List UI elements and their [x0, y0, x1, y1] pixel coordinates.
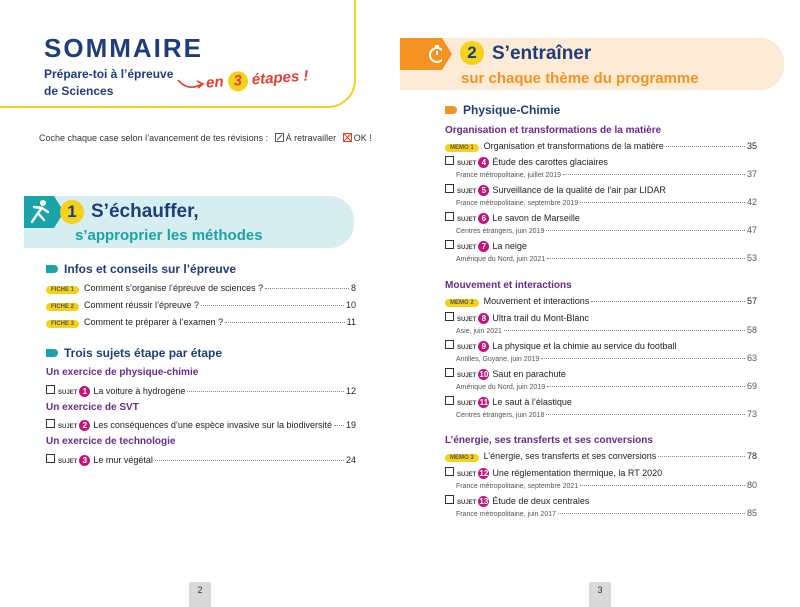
toc-row[interactable]: SUJET 3 Le mur végétal 24: [46, 454, 356, 466]
toc-source: France métropolitaine, septembre 2019 42: [456, 197, 757, 207]
toc-row[interactable]: SUJET 9 La physique et la chimie au service du football: [445, 340, 757, 352]
toc-source: France métropolitaine, septembre 2021 80: [456, 480, 757, 490]
toc-row[interactable]: MEMO 1 Organisation et transformations de la matière 35: [445, 141, 757, 152]
toc-source: France métropolitaine, juin 2017 85: [456, 508, 757, 518]
subject-heading: Physique-Chimie: [445, 103, 560, 117]
revision-checkbox[interactable]: [445, 156, 454, 165]
revision-checkbox[interactable]: [46, 419, 55, 428]
part-1-subtitle: s’approprier les méthodes: [75, 227, 263, 244]
toc-row[interactable]: SUJET 4 Étude des carottes glaciaires: [445, 156, 757, 168]
theme-title: Mouvement et interactions: [445, 280, 572, 291]
toc-source: Antilles, Guyane, juin 2019 63: [456, 353, 757, 363]
curved-arrow-icon: [176, 76, 206, 92]
page-number-right: 3: [589, 582, 611, 607]
toc-row[interactable]: FICHE 1 Comment s’organise l’épreuve de sciences ? 8: [46, 283, 356, 294]
toc-row[interactable]: SUJET 1 La voiture à hydrogène 12: [46, 385, 356, 397]
etapes-label: en 3 étapes !: [205, 67, 309, 92]
revision-checkbox[interactable]: [445, 212, 454, 221]
page-subtitle: Prépare-toi à l’épreuve de Sciences: [44, 67, 174, 98]
section-heading-infos: Infos et conseils sur l’épreuve: [46, 262, 236, 276]
revision-checkbox[interactable]: [46, 385, 55, 394]
toc-row[interactable]: SUJET 5 Surveillance de la qualité de l’air par LIDAR: [445, 184, 757, 196]
section-heading-sujets: Trois sujets étape par étape: [46, 346, 222, 360]
group-title: Un exercice de physique-chimie: [46, 367, 199, 378]
toc-source: Centres étrangers, juin 2019 47: [456, 225, 757, 235]
toc-source: Amérique du Nord, juin 2019 69: [456, 381, 757, 391]
cross-checkbox-icon: [343, 133, 352, 142]
part-1-title: S’échauffer,: [91, 201, 199, 222]
athlete-icon: [24, 196, 54, 228]
revision-checkbox[interactable]: [445, 312, 454, 321]
revision-legend: Coche chaque case selon l’avancement de tes révisions : À retravailler OK !: [39, 133, 372, 143]
stopwatch-icon: [400, 38, 442, 70]
revision-checkbox[interactable]: [445, 396, 454, 405]
toc-source: Asie, juin 2021 58: [456, 325, 757, 335]
toc-row[interactable]: SUJET 12 Une réglementation thermique, la RT 2020: [445, 467, 757, 479]
part-2-subtitle: sur chaque thème du programme: [461, 70, 699, 87]
page-number-left: 2: [189, 582, 211, 607]
revision-checkbox[interactable]: [445, 495, 454, 504]
toc-source: Centres étrangers, juin 2018 73: [456, 409, 757, 419]
toc-source: Amérique du Nord, juin 2021 53: [456, 253, 757, 263]
revision-checkbox[interactable]: [445, 240, 454, 249]
toc-row[interactable]: SUJET 10 Saut en parachute: [445, 368, 757, 380]
part-1-number: 1: [60, 200, 84, 224]
checkbox-icon: [275, 133, 284, 142]
revision-checkbox[interactable]: [46, 454, 55, 463]
group-title: Un exercice de technologie: [46, 436, 176, 447]
toc-row[interactable]: SUJET 2 Les conséquences d’une espèce invasive sur la biodiversité 19: [46, 419, 356, 431]
toc-row[interactable]: SUJET 7 La neige: [445, 240, 757, 252]
toc-row[interactable]: SUJET 11 Le saut à l’élastique: [445, 396, 757, 408]
toc-row[interactable]: MEMO 2 Mouvement et interactions 57: [445, 296, 757, 307]
toc-row[interactable]: FICHE 3 Comment te préparer à l’examen ? 11: [46, 317, 356, 328]
part-2-number: 2: [460, 41, 484, 65]
theme-title: L’énergie, ses transferts et ses conversions: [445, 435, 653, 446]
revision-checkbox[interactable]: [445, 184, 454, 193]
toc-source: France métropolitaine, juillet 2019 37: [456, 169, 757, 179]
revision-checkbox[interactable]: [445, 340, 454, 349]
page-title: SOMMAIRE: [44, 33, 203, 63]
toc-row[interactable]: MEMO 3 L’énergie, ses transferts et ses conversions 78: [445, 451, 757, 462]
revision-checkbox[interactable]: [445, 467, 454, 476]
theme-title: Organisation et transformations de la matière: [445, 125, 662, 136]
toc-row[interactable]: SUJET 13 Étude de deux centrales: [445, 495, 757, 507]
toc-row[interactable]: FICHE 2 Comment réussir l’épreuve ? 10: [46, 300, 356, 311]
revision-checkbox[interactable]: [445, 368, 454, 377]
group-title: Un exercice de SVT: [46, 402, 139, 413]
part-2-title: S’entraîner: [492, 43, 592, 64]
toc-row[interactable]: SUJET 6 Le savon de Marseille: [445, 212, 757, 224]
toc-row[interactable]: SUJET 8 Ultra trail du Mont-Blanc: [445, 312, 757, 324]
